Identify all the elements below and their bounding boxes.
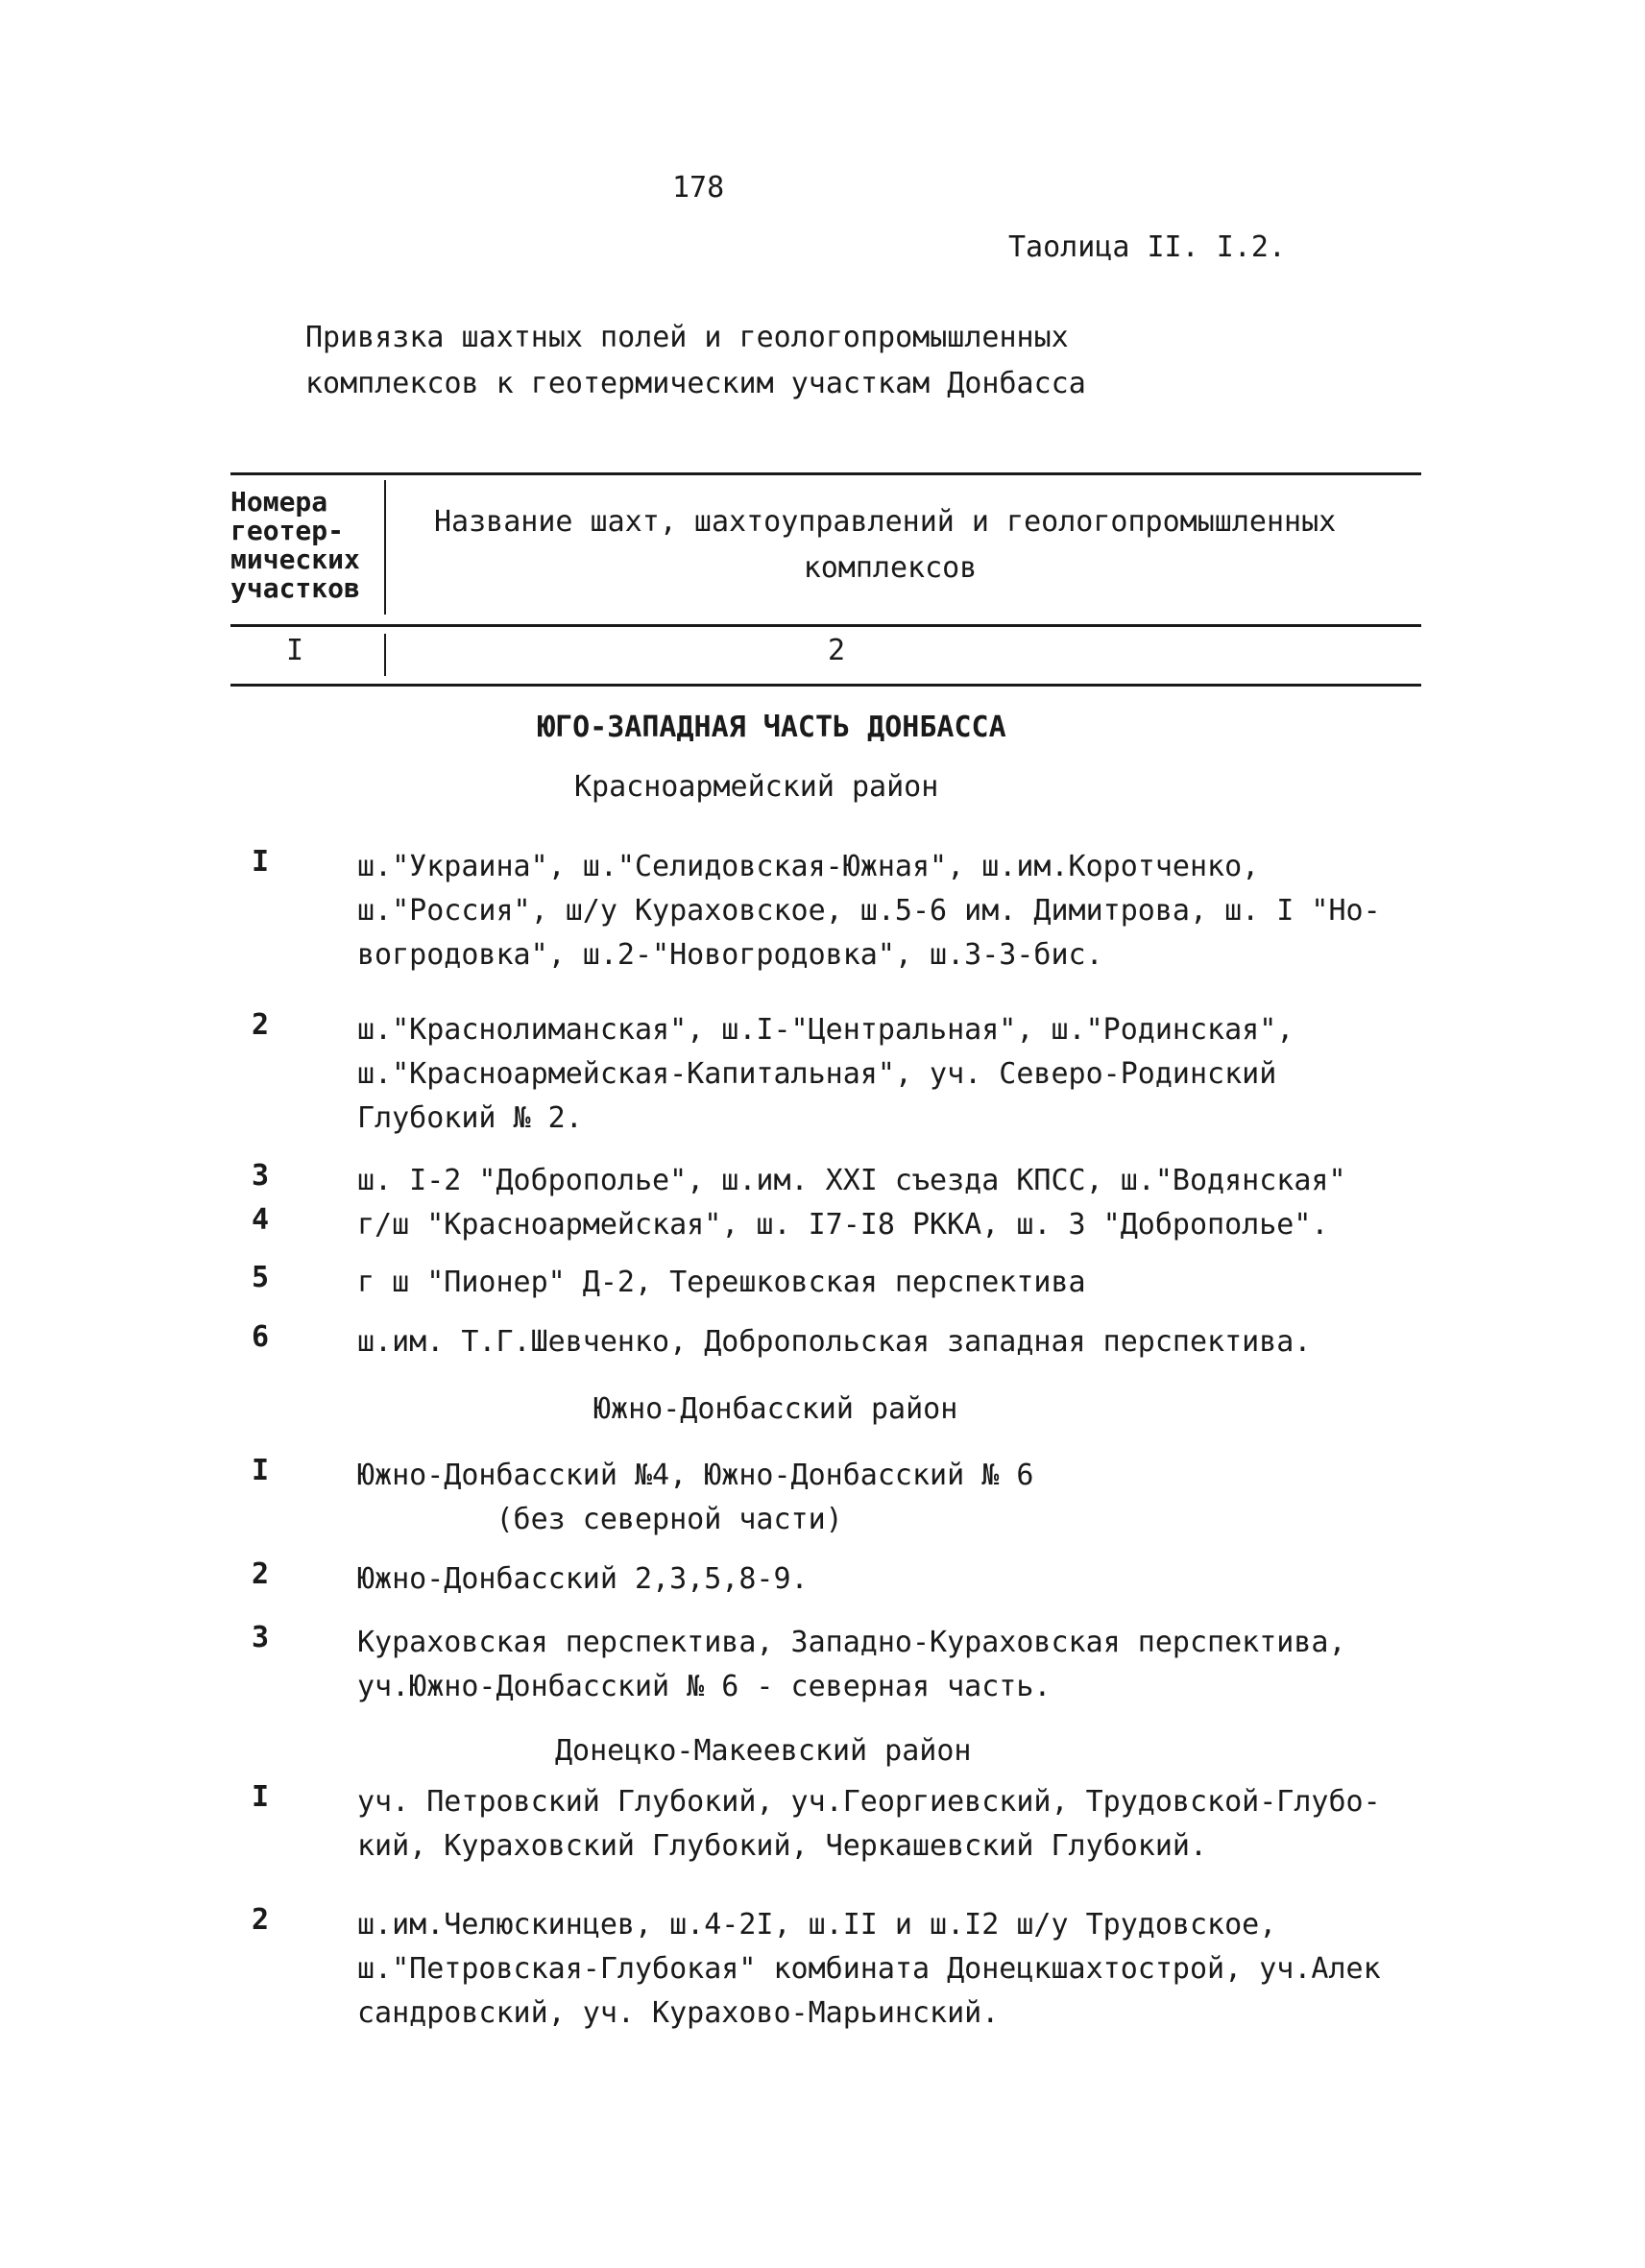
row-number: 3	[252, 1621, 270, 1654]
row-text: г/ш "Красноармейская", ш. I7-I8 РККА, ш. 3 "Доброполье".	[357, 1208, 1329, 1242]
row-text: ш."Украина", ш."Селидовская-Южная", ш.им.Коротченко, ш."Россия", ш/у Кураховское, ш.5-6 им. Димитрова, ш. I "Но- вогродовка", ш.2-"Новогродовка", ш.3-3-бис.	[357, 850, 1381, 972]
page-number: 178	[672, 171, 725, 205]
row-number: I	[252, 845, 270, 879]
row-number: 2	[252, 1557, 270, 1591]
header-column-separator	[384, 480, 386, 615]
region-title: Донецко-Макеевский район	[555, 1734, 972, 1768]
numbers-bottom-rule	[230, 684, 1421, 687]
row-number: 2	[252, 1008, 270, 1042]
row-text: ш.им.Челюскинцев, ш.4-2I, ш.II и ш.I2 ш/у Трудовское, ш."Петровская-Глубокая" комбината Донецкшахтострой, уч.Алек сандровский, уч. Курахово-Марьинский.	[357, 1908, 1381, 2030]
row-number: 6	[252, 1320, 270, 1354]
section-title: ЮГО-ЗАПАДНАЯ ЧАСТЬ ДОНБАССА	[538, 711, 1006, 744]
row-text: Кураховская перспектива, Западно-Кураховская перспектива, уч.Южно-Донбасский № 6 - северная часть.	[357, 1626, 1346, 1703]
column-1-header: Номера геотер- мических участков	[230, 486, 360, 604]
row-number: 4	[252, 1203, 270, 1237]
row-number: I	[252, 1454, 270, 1487]
row-text: Южно-Донбасский 2,3,5,8-9.	[357, 1562, 809, 1596]
table-title-line-2: комплексов к геотермическим участкам Донбасса	[305, 367, 1086, 400]
region-title: Красноармейский район	[574, 770, 939, 804]
row-text: уч. Петровский Глубокий, уч.Георгиевский, Трудовской-Глубо- кий, Кураховский Глубокий, Черкашевский Глубокий.	[357, 1785, 1381, 1863]
column-2-header: Название шахт, шахтоуправлений и геологопромышленных комплексов	[434, 505, 1337, 585]
row-text: ш. I-2 "Доброполье", ш.им. XXI съезда КПСС, ш."Водянская"	[357, 1164, 1346, 1197]
column-2-number: 2	[828, 634, 846, 667]
region-title: Южно-Донбасский район	[593, 1392, 958, 1426]
row-number: 2	[252, 1903, 270, 1937]
row-number: 5	[252, 1261, 270, 1294]
column-1-number: I	[286, 634, 304, 667]
row-number: 3	[252, 1159, 270, 1193]
row-text: ш."Краснолиманская", ш.I-"Центральная", ш."Родинская", ш."Красноармейская-Капитальная", уч. Северо-Родинский Глубокий № 2.	[357, 1013, 1294, 1135]
row-text: г ш "Пионер" Д-2, Терешковская перспектива	[357, 1266, 1086, 1299]
row-text: ш.им. Т.Г.Шевченко, Добропольская западная перспектива.	[357, 1325, 1312, 1359]
row-number: I	[252, 1780, 270, 1814]
header-bottom-rule	[230, 624, 1421, 627]
number-column-separator	[384, 634, 386, 676]
table-top-rule	[230, 472, 1421, 475]
table-label: Таолица II. I.2.	[1008, 230, 1286, 264]
table-title-line-1: Привязка шахтных полей и геологопромышленных	[305, 321, 1069, 354]
row-text: Южно-Донбасский №4, Южно-Донбасский № 6 (без северной части)	[357, 1459, 1034, 1536]
